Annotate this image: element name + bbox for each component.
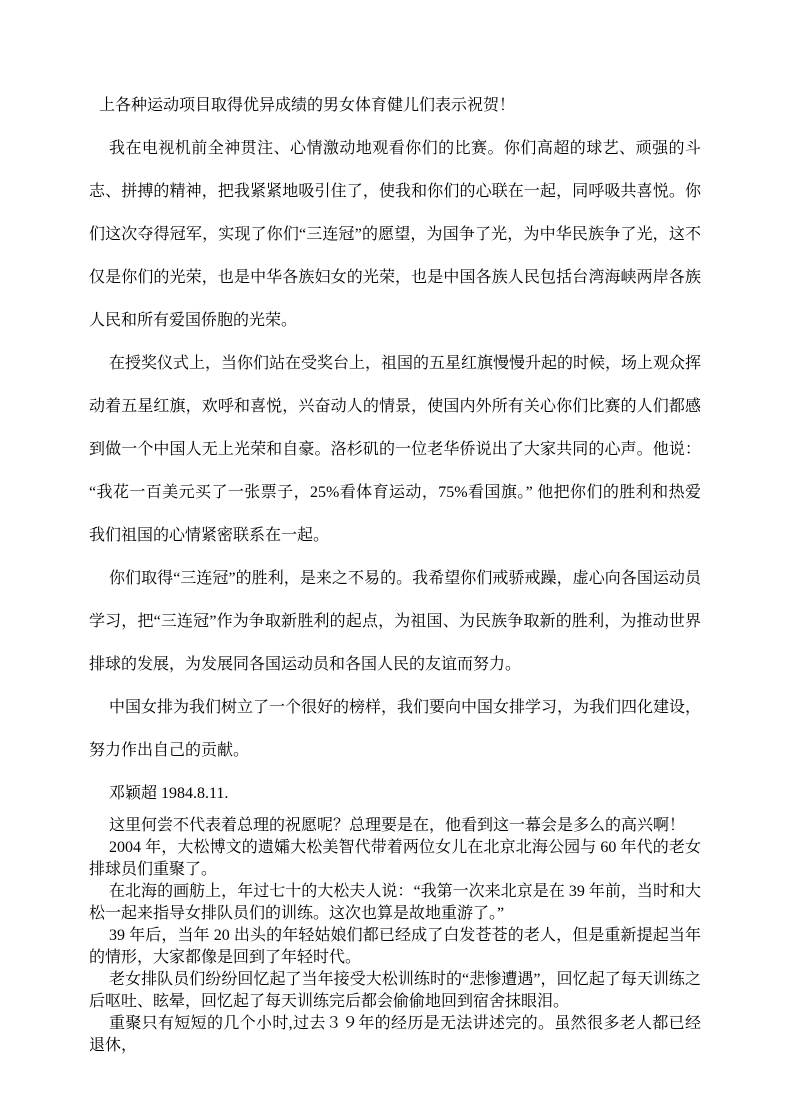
- story-paragraph-training-memories: 老女排队员们纷纷回忆起了当年接受大松训练时的“悲惨遭遇”，回忆起了每天训练之后呕吐、眩晕，回忆起了每天训练完后都会偷偷地回到宿舍抹眼泪。: [89, 971, 701, 1010]
- letter-continuation-line: 上各种运动项目取得优异成绩的男女体育健儿们表示祝贺！: [99, 97, 516, 114]
- letter-paragraph-role-model: 中国女排为我们树立了一个很好的榜样，我们要向中国女排学习，为我们四化建设，努力作出自己的贡献。: [89, 699, 702, 759]
- signature-line: 邓颖超 1984.8.11.: [109, 785, 229, 802]
- letter-paragraph-award-ceremony: 在授奖仪式上，当你们站在受奖台上，祖国的五星红旗慢慢升起的时候，场上观众挥动着五星红旗，欢呼和喜悦，兴奋动人的情景，使国内外所有关心你们比赛的人们都感到做一个中国人无上光荣和自豪。洛杉矶的一位老华侨说出了大家共同的心声。他说：“我花一百美元买了一张票子，25%看体育运动，75%看国旗。” 他把你们的胜利和热爱我们祖国的心情紧密联系在一起。: [89, 355, 702, 544]
- letter-paragraph-watching-match: 我在电视机前全神贯注、心情激动地观看你们的比赛。你们高超的球艺、顽强的斗志、拼搏的精神，把我紧紧地吸引住了，使我和你们的心联在一起，同呼吸共喜悦。你们这次夺得冠军，实现了你们“三连冠”的愿望，为国争了光，为中华民族争了光，这不仅是你们的光荣，也是中华各族妇女的光荣，也是中国各族人民包括台湾海峡两岸各族人民和所有爱国侨胞的光荣。: [89, 140, 701, 329]
- letter-paragraph-three-titles: 你们取得“三连冠”的胜利，是来之不易的。我希望你们戒骄戒躁，虚心向各国运动员学习，把“三连冠”作为争取新胜利的起点，为祖国、为民族争取新的胜利，为推动世界排球的发展，为发展同各国运动员和各国人民的友谊而努力。: [89, 570, 701, 673]
- letter-section: [89, 84, 701, 815]
- story-paragraph-beihai-boat: 在北海的画舫上，年过七十的大松夫人说：“我第一次来北京是在 39 年前，当时和大松一起来指导女排队员们的训练。这次也算是故地重游了。”: [89, 883, 701, 922]
- story-paragraph-short-reunion: 重聚只有短短的几个小时,过去３９年的经历是无法讲述完的。虽然很多老人都已经退休，: [89, 1015, 701, 1054]
- story-paragraph-39-years-later: 39 年后，当年 20 出头的年轻姑娘们都已经成了白发苍苍的老人，但是重新提起当年的情形，大家都像是回到了年轻时代。: [89, 927, 701, 966]
- story-paragraph-2004-reunion: 2004 年，大松博文的遗孀大松美智代带着两位女儿在北京北海公园与 60 年代的老女排球员们重聚了。: [89, 839, 701, 878]
- story-paragraph-premier-wish: 这里何尝不代表着总理的祝愿呢？总理要是在，他看到这一幕会是多么的高兴啊！: [109, 817, 686, 834]
- story-section: [89, 815, 701, 1057]
